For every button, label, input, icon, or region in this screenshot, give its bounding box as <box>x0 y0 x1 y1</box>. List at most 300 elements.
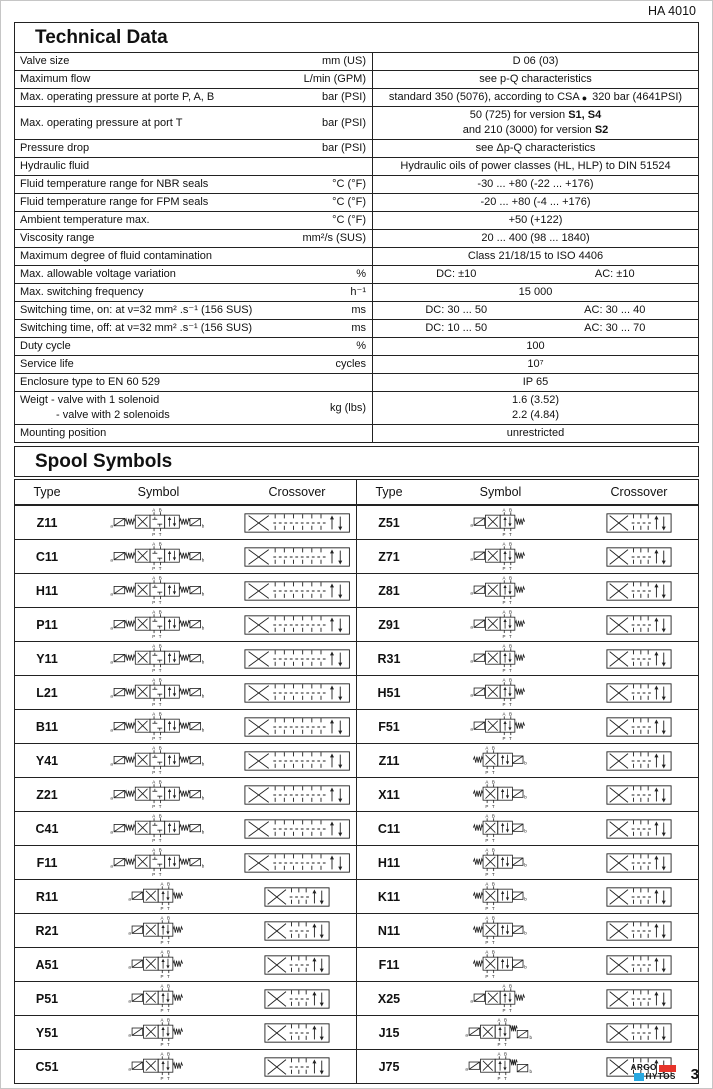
tech-row-left-cell <box>15 338 373 355</box>
svg-text:B: B <box>509 643 513 649</box>
tech-row <box>15 424 698 442</box>
text: Hydraulic oils of power classes (HL, HLP) to DIN 51524 <box>400 160 671 172</box>
svg-text:T: T <box>159 735 162 741</box>
svg-text:B: B <box>167 1017 171 1023</box>
spool-type-label: P11 <box>36 617 58 632</box>
valve-symbol <box>79 507 238 538</box>
svg-text:B: B <box>492 915 496 921</box>
crossover-symbol <box>238 1022 356 1044</box>
tech-row-value <box>373 89 698 106</box>
crossover-symbol <box>580 784 698 806</box>
svg-text:B: B <box>509 677 513 683</box>
spool-row <box>357 675 698 709</box>
spool-type-label: J75 <box>378 1059 400 1074</box>
tech-row-label <box>20 116 322 131</box>
svg-text:P: P <box>485 769 489 775</box>
spool-type-label: Y11 <box>36 651 58 666</box>
technical-data-table <box>14 22 699 443</box>
svg-text:a: a <box>128 1066 132 1072</box>
tech-row-value-line <box>377 141 694 156</box>
crossover-symbol <box>580 1022 698 1044</box>
text: 1.6 (3.52) <box>511 394 560 406</box>
svg-text:A: A <box>502 983 506 989</box>
tech-row <box>15 139 698 157</box>
spool-row <box>15 641 356 675</box>
spool-row <box>357 505 698 539</box>
tech-row-label-line: Switching time, on: at ν=32 mm² .s⁻¹ (156 SUS) <box>20 304 253 316</box>
spool-table-left-half <box>15 480 356 1083</box>
tech-row-value <box>373 266 698 283</box>
svg-text:T: T <box>159 871 162 877</box>
logo-word-hytos: HYTOS <box>645 1072 676 1081</box>
tech-row-label-line: Switching time, off: at ν=32 mm² .s⁻¹ (156 SUS) <box>20 322 253 334</box>
logo-red-block <box>659 1065 676 1072</box>
svg-text:b: b <box>524 794 528 800</box>
svg-text:A: A <box>485 745 489 751</box>
tech-row-value <box>373 374 698 391</box>
tech-row <box>15 373 698 391</box>
text: Class 21/18/15 to ISO 4406 <box>467 250 604 262</box>
tech-row-value-line <box>377 393 694 408</box>
tech-row-unit: % <box>356 340 366 352</box>
tech-row-label-line: Weigt - valve with 1 solenoid <box>20 394 160 406</box>
tech-row-value-line <box>377 72 694 87</box>
svg-text:A: A <box>160 1051 164 1057</box>
tech-row-value <box>373 425 698 442</box>
svg-text:T: T <box>492 871 495 877</box>
tech-row-value-line <box>377 195 694 210</box>
svg-text:P: P <box>152 803 156 809</box>
valve-symbol <box>79 745 238 776</box>
crossover-symbol <box>238 954 356 976</box>
tech-row <box>15 229 698 247</box>
svg-text:T: T <box>167 1041 171 1047</box>
valve-symbol <box>421 507 580 538</box>
tech-row-value-part: AC: ±10 <box>594 268 635 280</box>
svg-text:P: P <box>485 939 489 945</box>
svg-text:A: A <box>502 541 506 547</box>
crossover-symbol <box>238 546 356 568</box>
svg-text:T: T <box>159 701 162 707</box>
tech-row-value-line <box>377 426 694 441</box>
text: S1, S4 <box>568 109 602 121</box>
tech-row <box>15 175 698 193</box>
logo-word-argo: ARGO <box>630 1063 657 1072</box>
crossover-symbol <box>238 818 356 840</box>
crossover-symbol <box>580 886 698 908</box>
svg-text:B: B <box>492 813 496 819</box>
tech-row-left-cell <box>15 107 373 139</box>
text: 320 bar (4641PSI) <box>589 91 683 103</box>
svg-text:A: A <box>485 813 489 819</box>
svg-text:A: A <box>152 813 156 819</box>
tech-row <box>15 391 698 424</box>
spool-type-label: F11 <box>36 855 58 870</box>
spool-type-label: N11 <box>377 923 401 938</box>
svg-text:a: a <box>470 590 474 596</box>
tech-row-label <box>20 426 366 441</box>
spool-row <box>15 675 356 709</box>
svg-text:b: b <box>524 930 528 936</box>
svg-text:a: a <box>128 964 132 970</box>
spool-rows-left <box>15 505 356 1083</box>
crossover-symbol <box>580 852 698 874</box>
spool-type-label: H11 <box>377 855 401 870</box>
svg-text:P: P <box>152 531 156 537</box>
text: standard 350 (5076), according to CSA <box>388 91 580 103</box>
svg-text:P: P <box>160 939 164 945</box>
spool-type-label: C11 <box>35 549 59 564</box>
tech-row-unit: L/min (GPM) <box>303 73 366 85</box>
valve-symbol <box>421 813 580 844</box>
spool-type-label: Z21 <box>36 787 58 802</box>
svg-text:b: b <box>202 829 205 835</box>
svg-text:P: P <box>485 871 489 877</box>
svg-text:a: a <box>110 523 114 529</box>
text: 50 (725) for version <box>469 109 569 121</box>
text: 15 000 <box>518 286 553 298</box>
tech-row-value <box>373 248 698 265</box>
svg-text:A: A <box>152 541 156 547</box>
svg-text:B: B <box>492 779 496 785</box>
tech-row <box>15 283 698 301</box>
tech-row <box>15 265 698 283</box>
svg-text:a: a <box>470 658 474 664</box>
svg-text:P: P <box>502 599 506 605</box>
svg-text:a: a <box>110 727 114 733</box>
svg-text:T: T <box>159 565 162 571</box>
tech-row-label-line: Viscosity range <box>20 232 95 244</box>
tech-row-value-line <box>377 357 694 372</box>
tech-row-unit: h⁻¹ <box>350 286 366 298</box>
valve-symbol <box>79 779 238 810</box>
tech-row-label <box>20 393 330 423</box>
svg-text:A: A <box>152 643 156 649</box>
svg-text:P: P <box>502 735 506 741</box>
spool-header-type: Type <box>375 485 403 499</box>
tech-row <box>15 88 698 106</box>
tech-row-unit: bar (PSI) <box>321 91 366 103</box>
spool-type-label: C41 <box>35 821 59 836</box>
svg-text:A: A <box>152 847 156 853</box>
spool-header-row <box>15 480 356 505</box>
tech-row-value <box>373 302 698 319</box>
svg-text:B: B <box>509 983 513 989</box>
valve-symbol <box>421 541 580 572</box>
tech-row-label <box>20 303 351 318</box>
svg-text:P: P <box>485 905 489 911</box>
svg-text:P: P <box>152 565 156 571</box>
spool-type-label: R31 <box>377 651 401 666</box>
svg-text:b: b <box>202 761 205 767</box>
spool-row <box>15 505 356 539</box>
tech-row-value-part: DC: 10 ... 50 <box>425 322 488 334</box>
svg-text:T: T <box>167 939 171 945</box>
tech-row-left-cell <box>15 194 373 211</box>
tech-row-left-cell <box>15 230 373 247</box>
spool-type-label: X11 <box>378 787 400 802</box>
spool-header-symbol: Symbol <box>479 485 522 499</box>
svg-text:B: B <box>159 813 163 819</box>
svg-text:B: B <box>159 575 163 581</box>
svg-text:a: a <box>128 896 132 902</box>
svg-text:T: T <box>167 905 171 911</box>
svg-text:B: B <box>167 949 171 955</box>
tech-row-unit: ms <box>351 322 366 334</box>
svg-text:A: A <box>502 575 506 581</box>
svg-text:T: T <box>509 701 513 707</box>
svg-text:A: A <box>160 1017 164 1023</box>
tech-row-left-cell <box>15 89 373 106</box>
valve-symbol <box>79 609 238 640</box>
tech-row-value-part: AC: 30 ... 70 <box>584 322 646 334</box>
tech-row-left-cell <box>15 284 373 301</box>
spool-symbols-table <box>14 479 699 1084</box>
svg-text:A: A <box>502 711 506 717</box>
tech-row-left-cell <box>15 53 373 70</box>
svg-text:A: A <box>152 745 156 751</box>
text: S2 <box>594 124 609 136</box>
tech-row-label-line: Mounting position <box>20 427 107 439</box>
spool-type-label: Z71 <box>378 549 400 564</box>
crossover-symbol <box>580 682 698 704</box>
svg-text:B: B <box>167 881 171 887</box>
tech-row-label-line: Fluid temperature range for FPM seals <box>20 196 209 208</box>
svg-text:b: b <box>524 896 528 902</box>
svg-text:A: A <box>502 643 506 649</box>
svg-text:P: P <box>160 1075 164 1081</box>
svg-text:T: T <box>159 599 162 605</box>
valve-symbol <box>421 949 580 980</box>
tech-row-label <box>20 321 351 336</box>
tech-row-left-cell <box>15 302 373 319</box>
tech-row-unit: mm²/s (SUS) <box>302 232 366 244</box>
spool-rows-right <box>357 505 698 1083</box>
valve-symbol <box>79 983 238 1014</box>
svg-text:T: T <box>159 803 162 809</box>
svg-text:b: b <box>202 693 205 699</box>
spool-type-label: L21 <box>36 685 58 700</box>
tech-row-label <box>20 159 366 174</box>
text: +50 (+122) <box>508 214 563 226</box>
spool-row <box>15 811 356 845</box>
spool-type-label: Z11 <box>36 515 58 530</box>
svg-text:A: A <box>152 575 156 581</box>
valve-symbol <box>79 677 238 708</box>
crossover-symbol <box>238 784 356 806</box>
tech-row-label-line: Maximum degree of fluid contamination <box>20 250 212 262</box>
tech-row-label <box>20 141 322 156</box>
tech-row-unit: mm (US) <box>322 55 366 67</box>
svg-text:T: T <box>492 905 495 911</box>
svg-text:P: P <box>152 701 156 707</box>
text: 10⁷ <box>527 358 544 370</box>
spool-header-crossover: Crossover <box>268 485 326 499</box>
tech-row-value-part: DC: 30 ... 50 <box>425 304 488 316</box>
svg-text:b: b <box>529 1035 532 1041</box>
tech-row-label <box>20 339 356 354</box>
svg-text:T: T <box>159 837 162 843</box>
svg-text:a: a <box>470 556 474 562</box>
tech-row <box>15 157 698 175</box>
spool-row <box>15 981 356 1015</box>
crossover-symbol <box>238 682 356 704</box>
svg-text:B: B <box>159 677 163 683</box>
svg-text:T: T <box>167 1075 171 1081</box>
svg-text:b: b <box>202 659 205 665</box>
svg-text:a: a <box>128 930 132 936</box>
crossover-symbol <box>580 716 698 738</box>
spool-header-symbol: Symbol <box>137 485 180 499</box>
svg-text:B: B <box>159 609 163 615</box>
spool-type-label: Z51 <box>378 515 400 530</box>
spool-header-crossover: Crossover <box>610 485 668 499</box>
svg-text:T: T <box>509 531 513 537</box>
crossover-symbol <box>238 512 356 534</box>
svg-text:a: a <box>470 522 474 528</box>
valve-symbol <box>421 1051 580 1082</box>
svg-text:b: b <box>202 727 205 733</box>
svg-text:a: a <box>110 761 114 767</box>
spool-row <box>357 607 698 641</box>
tech-row-label <box>20 231 302 246</box>
svg-text:B: B <box>509 507 513 513</box>
tech-row <box>15 247 698 265</box>
technical-rows <box>15 53 698 442</box>
text: -30 ... +80 (-22 ... +176) <box>477 178 594 190</box>
spool-row <box>15 607 356 641</box>
svg-text:T: T <box>167 973 171 979</box>
crossover-symbol <box>238 886 356 908</box>
text: -20 ... +80 (-4 ... +176) <box>480 196 591 208</box>
svg-text:A: A <box>152 711 156 717</box>
svg-text:T: T <box>492 939 495 945</box>
tech-row-value-line <box>377 177 694 192</box>
svg-text:P: P <box>152 735 156 741</box>
svg-text:P: P <box>152 667 156 673</box>
tech-row-label-line: Max. allowable voltage variation <box>20 268 176 280</box>
svg-text:b: b <box>202 625 205 631</box>
svg-text:A: A <box>160 881 164 887</box>
spool-type-label: Z81 <box>378 583 400 598</box>
text: 2.2 (4.84) <box>511 409 560 421</box>
spool-row <box>357 573 698 607</box>
spool-row <box>357 743 698 777</box>
tech-row <box>15 53 698 70</box>
svg-text:B: B <box>159 847 163 853</box>
svg-text:T: T <box>159 531 162 537</box>
svg-text:T: T <box>159 667 162 673</box>
svg-text:P: P <box>502 1007 506 1013</box>
svg-text:b: b <box>529 1069 532 1075</box>
crossover-symbol <box>238 648 356 670</box>
tech-row-unit: bar (PSI) <box>321 142 366 154</box>
tech-row-left-cell <box>15 356 373 373</box>
spool-type-label: R21 <box>35 923 59 938</box>
tech-row-unit: °C (°F) <box>332 178 366 190</box>
crossover-symbol <box>238 920 356 942</box>
valve-symbol <box>421 983 580 1014</box>
tech-row-label <box>20 90 322 105</box>
tech-row-left-cell <box>15 158 373 175</box>
svg-text:P: P <box>497 1075 501 1081</box>
spool-row <box>15 913 356 947</box>
text: see Δp-Q characteristics <box>475 142 596 154</box>
svg-text:a: a <box>128 998 132 1004</box>
svg-text:T: T <box>503 1041 507 1047</box>
tech-row-value <box>373 158 698 175</box>
spool-type-label: Y51 <box>35 1025 59 1040</box>
svg-text:a: a <box>110 863 114 869</box>
tech-row-unit: kg (lbs) <box>329 401 366 414</box>
svg-text:T: T <box>509 565 513 571</box>
spool-type-label: C51 <box>35 1059 59 1074</box>
valve-symbol <box>79 949 238 980</box>
spool-row <box>357 777 698 811</box>
tech-row-label-line: Duty cycle <box>20 340 71 352</box>
tech-row-label-line: Max. operating pressure at porte P, A, B <box>20 91 215 103</box>
tech-row-label <box>20 72 304 87</box>
svg-text:P: P <box>160 1007 164 1013</box>
svg-text:B: B <box>159 745 163 751</box>
spool-type-label: A51 <box>35 957 59 972</box>
svg-text:T: T <box>509 599 513 605</box>
svg-text:P: P <box>160 905 164 911</box>
svg-text:P: P <box>502 565 506 571</box>
svg-text:A: A <box>502 609 506 615</box>
tech-row <box>15 193 698 211</box>
spool-row <box>15 1015 356 1049</box>
crossover-symbol <box>580 614 698 636</box>
svg-text:T: T <box>492 803 495 809</box>
svg-text:a: a <box>470 726 474 732</box>
tech-row-left-cell <box>15 248 373 265</box>
svg-text:B: B <box>167 1051 171 1057</box>
svg-text:A: A <box>502 507 506 513</box>
svg-text:b: b <box>202 557 205 563</box>
svg-text:A: A <box>485 881 489 887</box>
tech-row-value-line <box>377 375 694 390</box>
crossover-symbol <box>580 546 698 568</box>
svg-text:A: A <box>485 915 489 921</box>
tech-row-value-line <box>377 285 694 300</box>
svg-text:a: a <box>470 692 474 698</box>
tech-row-label-line: Hydraulic fluid <box>20 160 90 172</box>
tech-row-label <box>20 375 366 390</box>
valve-symbol <box>421 643 580 674</box>
valve-symbol <box>421 847 580 878</box>
svg-text:A: A <box>485 779 489 785</box>
tech-row <box>15 106 698 139</box>
svg-text:A: A <box>152 609 156 615</box>
spool-header-type: Type <box>33 485 61 499</box>
tech-row-value-line <box>377 108 694 123</box>
valve-symbol <box>421 1017 580 1048</box>
svg-text:T: T <box>509 667 513 673</box>
crossover-symbol <box>238 852 356 874</box>
crossover-symbol <box>580 954 698 976</box>
tech-row-value-line <box>377 249 694 264</box>
tech-row-value <box>373 140 698 157</box>
tech-row-value-part: DC: ±10 <box>436 268 477 280</box>
svg-text:b: b <box>524 828 528 834</box>
tech-row <box>15 211 698 229</box>
svg-text:P: P <box>497 1041 501 1047</box>
tech-row-label-line: Ambient temperature max. <box>20 214 150 226</box>
tech-row-value <box>373 392 698 424</box>
text: and 210 (3000) for version <box>462 124 595 136</box>
tech-row-value <box>373 284 698 301</box>
